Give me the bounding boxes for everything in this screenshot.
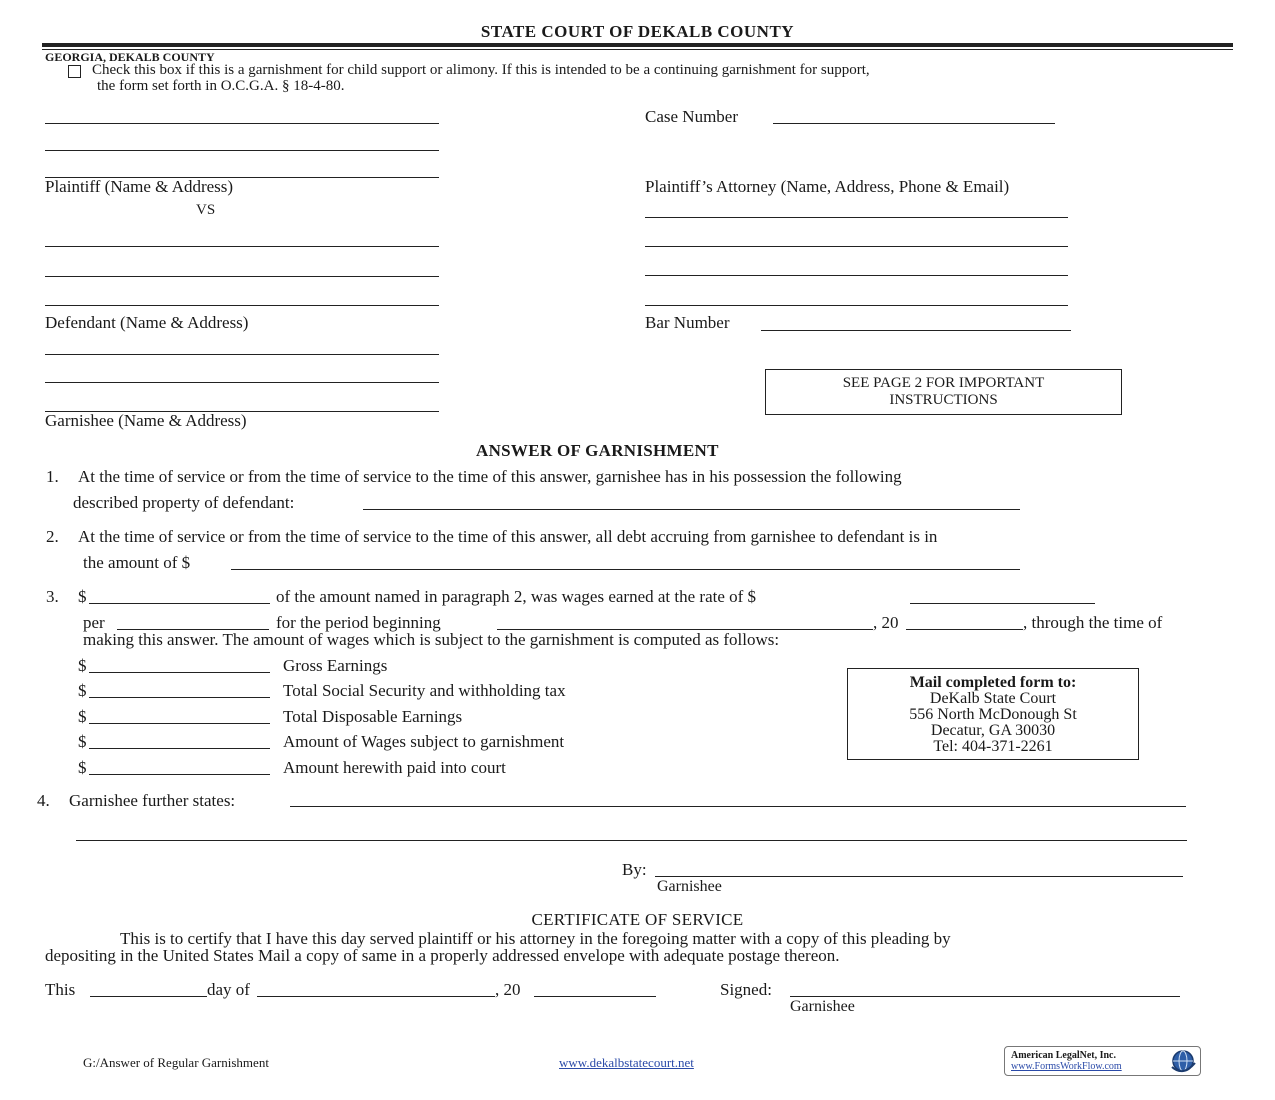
case-number-label: Case Number [645,107,739,126]
signed-line[interactable] [790,996,1180,997]
day-line[interactable] [90,996,207,997]
year-line[interactable] [906,629,1023,630]
plaintiff-label: Plaintiff (Name & Address) [45,177,234,196]
certificate-heading: CERTIFICATE OF SERVICE [531,910,744,929]
p3-dollar: $ [78,587,87,606]
defendant-line-2[interactable] [45,276,439,277]
mail-line-3: Decatur, GA 30030 [930,722,1056,739]
per-label: per [83,613,105,632]
p1-number: 1. [46,467,59,486]
website-link[interactable]: www.dekalbstatecourt.net [559,1055,694,1070]
form-id: G:/Answer of Regular Garnishment [83,1055,269,1070]
child-support-text: Check this box if this is a garnishment for child support or alimony. If this is intended to be a continuing garnishment for support, [92,62,870,78]
debt-amount-line[interactable] [231,569,1020,570]
p3-line-3: making this answer. The amount of wages which is subject to the garnishment is computed as follows: [83,630,780,649]
brand-badge[interactable] [1004,1046,1201,1076]
mail-title: Mail completed form to: [909,674,1077,691]
computation-dollar: $ [78,681,87,700]
period-beginning-label: for the period beginning [276,613,441,632]
p2-line-1: At the time of service or from the time of service to the time of this answer, all debt accruing from garnishee to defendant is in [78,527,938,546]
computation-dollar: $ [78,707,87,726]
further-states-line-2[interactable] [76,840,1187,841]
through-label: , through the time of [1023,613,1163,632]
p2-line-2: the amount of $ [83,553,191,572]
attorney-line-1[interactable] [645,217,1068,218]
computation-dollar: $ [78,758,87,777]
plaintiff-line-1[interactable] [45,123,439,124]
wage-rate-line[interactable] [910,603,1095,604]
globe-icon [1169,1049,1197,1073]
child-support-checkbox[interactable] [68,65,81,78]
wages-amount-line[interactable] [89,603,270,604]
property-line[interactable] [363,509,1020,510]
cert-year-prefix: , 20 [495,980,521,999]
signed-garnishee-caption: Garnishee [790,998,855,1015]
further-states-line-1[interactable] [290,806,1186,807]
p1-line-1: At the time of service or from the time of service to the time of this answer, garnishee has in his possession the following [78,467,902,486]
bar-number-label: Bar Number [645,313,730,332]
brand-name: American LegalNet, Inc. [1011,1050,1116,1061]
garnishee-line-1[interactable] [45,354,439,355]
computation-label: Total Social Security and withholding tax [283,681,566,700]
mail-line-4: Tel: 404-371-2261 [933,738,1053,755]
computation-label: Gross Earnings [283,656,388,675]
attorney-line-4[interactable] [645,305,1068,306]
signed-label: Signed: [720,980,772,999]
day-of-label: day of [207,980,250,999]
bar-number-line[interactable] [761,330,1071,331]
garnishee-label: Garnishee (Name & Address) [45,411,247,430]
certificate-line-2: depositing in the United States Mail a copy of same in a properly addressed envelope with adequate postage thereon. [45,946,840,965]
answer-heading: ANSWER OF GARNISHMENT [476,441,719,460]
by-label: By: [622,860,647,879]
attorney-line-3[interactable] [645,275,1068,276]
by-signature-line[interactable] [655,876,1183,877]
cert-year-line[interactable] [534,996,656,997]
by-garnishee-caption: Garnishee [657,878,722,895]
brand-url: www.FormsWorkFlow.com [1011,1061,1122,1072]
certificate-line-1: This is to certify that I have this day served plaintiff or his attorney in the foregoing matter with a copy of this pleading by [120,929,951,948]
defendant-label: Defendant (Name & Address) [45,313,249,332]
page-title: STATE COURT OF DEKALB COUNTY [480,22,795,41]
defendant-line-3[interactable] [45,305,439,306]
header-rule-thin [42,49,1233,50]
instructions-line-2: INSTRUCTIONS [889,392,998,408]
p4-number: 4. [37,791,50,810]
header-rule [42,43,1233,47]
computation-label: Amount herewith paid into court [283,758,506,777]
garnishee-line-2[interactable] [45,382,439,383]
paid-into-court-line[interactable] [89,774,270,775]
year-prefix: , 20 [873,613,899,632]
case-number-line[interactable] [773,123,1055,124]
p3-number: 3. [46,587,59,606]
p3-text-1: of the amount named in paragraph 2, was wages earned at the rate of $ [276,587,757,606]
vs-label: VS [196,202,216,218]
p1-line-2: described property of defendant: [73,493,295,512]
attorney-label: Plaintiff’s Attorney (Name, Address, Phone & Email) [645,177,1010,196]
attorney-line-2[interactable] [645,246,1068,247]
county-label: GEORGIA, DEKALB COUNTY [45,50,215,64]
instructions-notice [765,369,1122,415]
wages-subject-line[interactable] [89,748,270,749]
child-support-text-2: the form set forth in O.C.G.A. § 18-4-80. [97,78,345,94]
p2-number: 2. [46,527,59,546]
mail-line-2: 556 North McDonough St [909,706,1077,723]
computation-label: Total Disposable Earnings [283,707,463,726]
mail-line-1: DeKalb State Court [929,690,1057,707]
disposable-earnings-line[interactable] [89,723,270,724]
p4-label: Garnishee further states: [69,791,236,810]
instructions-line-1: SEE PAGE 2 FOR IMPORTANT [842,375,1045,391]
withholding-line[interactable] [89,697,270,698]
computation-dollar: $ [78,732,87,751]
computation-dollar: $ [78,656,87,675]
this-label: This [45,980,76,999]
defendant-line-1[interactable] [45,246,439,247]
mail-address-box [847,668,1139,760]
computation-label: Amount of Wages subject to garnishment [283,732,565,751]
month-line[interactable] [257,996,495,997]
gross-earnings-line[interactable] [89,672,270,673]
plaintiff-line-2[interactable] [45,150,439,151]
